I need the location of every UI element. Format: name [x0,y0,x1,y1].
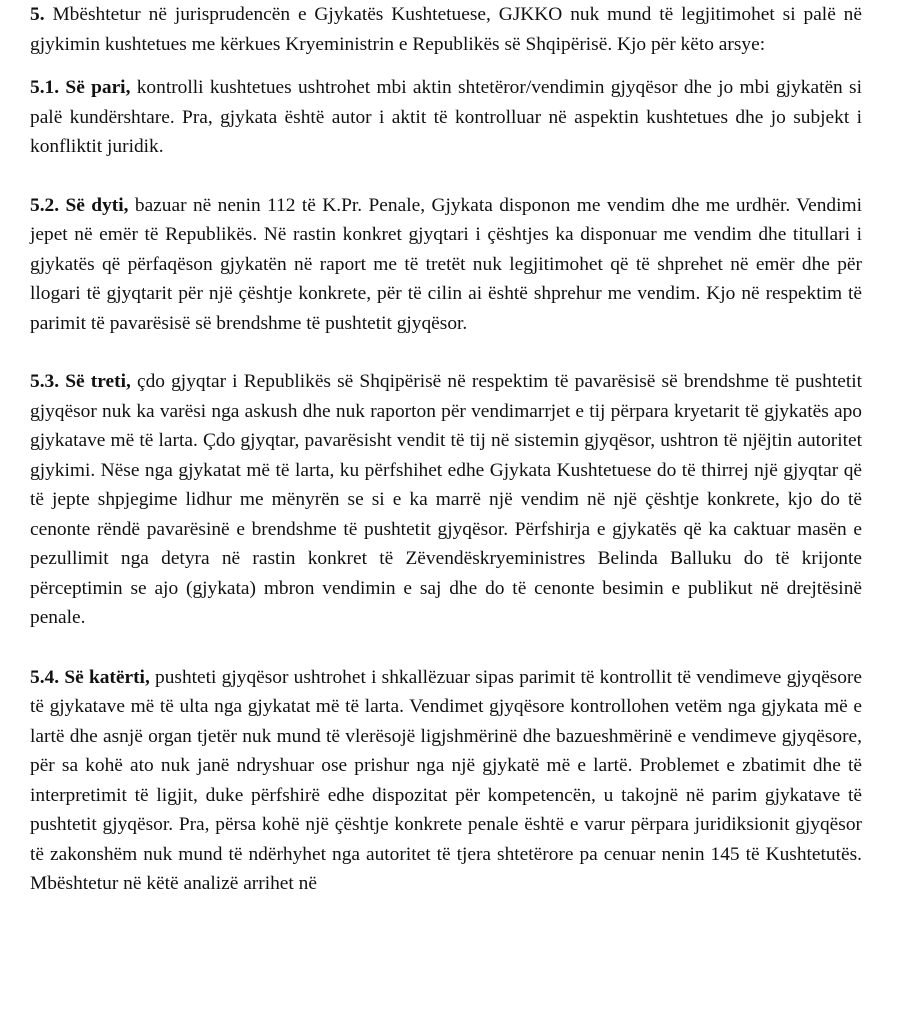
paragraph-lead: Së dyti, [65,194,129,216]
paragraph-text: kontrolli kushtetues ushtrohet mbi aktin shtetëror/vendimin gjyqësor dhe jo mbi gjykatën si palë kundërshtare. Pra, gjykata është autor i aktit të kontrolluar në aspektin kushtetues dhe jo subjekt i konfliktit juridik. [30,77,862,157]
paragraph-number: 5.2. [30,194,60,216]
paragraph-lead: Së pari, [65,77,131,98]
paragraph-number: 5. [30,4,45,25]
paragraph-text: bazuar në nenin 112 të K.Pr. Penale, Gjykata disponon me vendim dhe me urdhër. Vendimi jepet në emër të Republikës. Në rastin konkret gjyqtari i çështjes ka disponuar me vendim dhe titullari i gjykatës që përfaqëson gjykatën në raport me të tretët nuk legjitimohet që të shprehet në emër dhe për llogari të gjyqtarit për një çështje konkrete, për të cilin ai është shprehur me vendim. Kjo në respektim të parimit të pavarësisë së brendshme të pushtetit gjyqësor. [30,194,862,334]
paragraph-number: 5.3. [30,371,60,392]
paragraph-5-3 [30,367,862,633]
paragraph-5-2 [30,191,862,339]
paragraph-5-4 [30,663,862,899]
paragraph-number: 5.1. [30,77,60,98]
paragraph-text: çdo gjyqtar i Republikës së Shqipërisë në respektim të pavarësisë së brendshme të pushtetit gjyqësor nuk ka varësi nga askush dhe nuk raporton për vendimarrjet e tij përpara kryetarit të gjykatës apo gjykatave më të larta. Çdo gjyqtar, pavarësisht vendit të tij në sistemin gjyqësor, ushtron të njëjtin autoritet gjykimi. Nëse nga gjykatat më të larta, ku përfshihet edhe Gjykata Kushtetuese do të thirrej një gjyqtar që të jepte shpjegime lidhur me mënyrën se si e ka marrë një vendim në një çështje konkrete, kjo do të cenonte rëndë pavarësinë e brendshme të pushtetit gjyqësor. Përfshirja e gjykatës që ka caktuar masën e pezullimit nga detyra në rastin konkret të Zëvendëskryeministres Belinda Balluku do të krijonte përceptimin se ajo (gjykata) mbron vendimin e saj dhe do të cenonte besimin e publikut në drejtësinë penale. [30,371,862,628]
paragraph-text: Mbështetur në jurisprudencën e Gjykatës Kushtetuese, GJKKO nuk mund të legjitimohet si palë në gjykimin kushtetues me kërkues Kryeministrin e Republikës së Shqipërisë. Kjo për këto arsye: [30,4,862,55]
paragraph-text: pushteti gjyqësor ushtrohet i shkallëzuar sipas parimit të kontrollit të vendimeve gjyqësore të gjykatave më të ulta nga gjykatat më të larta. Vendimet gjyqësore kontrollohen vetëm nga gjykata më e lartë dhe asnjë organ tjetër nuk mund të vlerësojë ligjshmërinë dhe bazueshmërinë e vendimeve gjyqësore, për sa kohë ato nuk janë ndryshuar ose prishur nga një gjykatë më e lartë. Problemet e zbatimit dhe të interpretimit të ligjit, duke përfshirë edhe dispozitat për kompetencën, u takojnë në parim gjykatave të pushtetit gjyqësor. Pra, përsa kohë një çështje konkrete penale është e varur përpara juridiksionit gjyqësor të zakonshëm nuk mund të ndërhyhet nga autoritet të tjera shtetërore pa cenuar nenin 145 të Kushtetutës. Mbështetur në këtë analizë arrihet në [30,666,862,894]
paragraph-number: 5.4. [30,666,60,688]
paragraph-lead: Së treti, [65,371,131,392]
paragraph-lead: Së katërti, [64,666,150,688]
paragraph-5-1 [30,73,862,162]
paragraph-5 [30,0,862,59]
